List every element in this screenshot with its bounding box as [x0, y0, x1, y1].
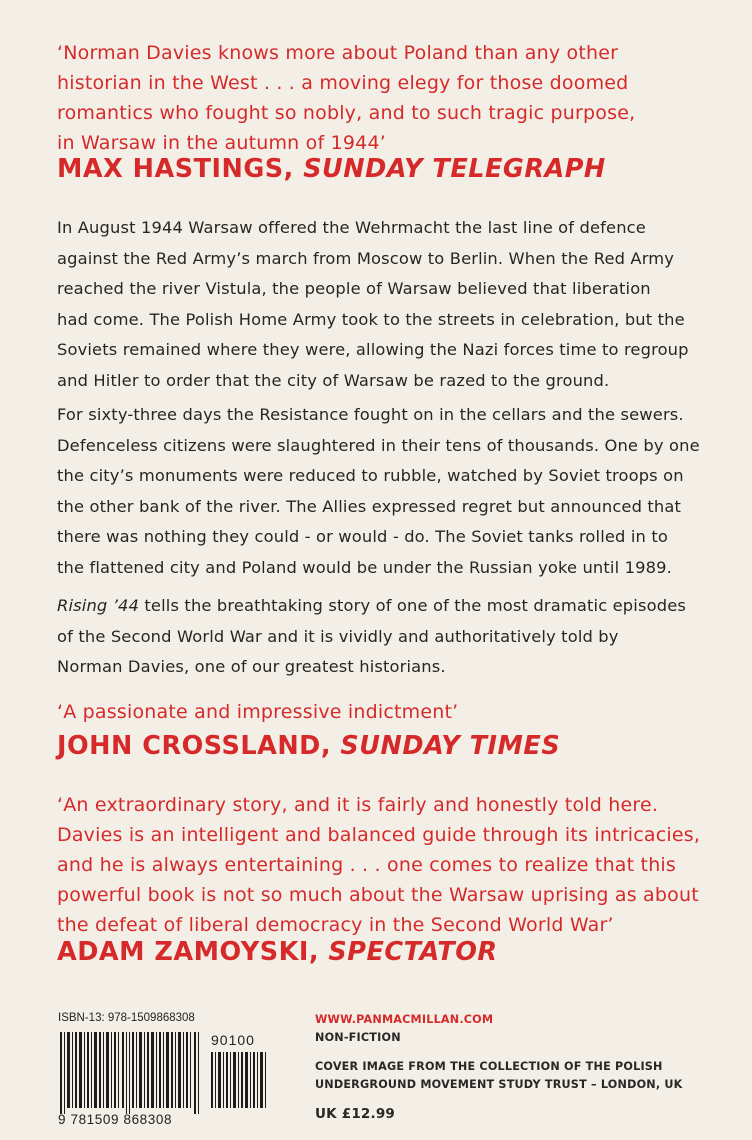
- quote-hastings: [57, 38, 717, 158]
- para-line: had come. The Polish Home Army took to the streets in celebration, but the: [57, 309, 685, 329]
- quote-line: romantics who fought so nobly, and to such tragic purpose,: [57, 102, 636, 124]
- price-code: 90100: [211, 1032, 255, 1048]
- para-line: there was nothing they could - or would - do. The Soviet tanks rolled in to: [57, 527, 668, 546]
- quote-line: powerful book is not so much about the Warsaw uprising as about: [57, 884, 699, 906]
- para-line: Rising ’44 tells the breathtaking story of one of the most dramatic episodes: [57, 596, 686, 615]
- para-line: Soviets remained where they were, allowing the Nazi forces time to regroup: [57, 340, 689, 359]
- barcode-bars-icon: [58, 1032, 203, 1114]
- quote-line: ‘A passionate and impressive indictment’: [57, 701, 459, 723]
- quote-line: Davies is an intelligent and balanced guide through its intricacies,: [57, 824, 701, 846]
- quote-crossland: [57, 697, 717, 727]
- attribution-publication: SUNDAY TIMES: [340, 731, 561, 761]
- price-label: UK £12.99: [315, 1106, 396, 1122]
- para-line: In August 1944 Warsaw offered the Wehrmacht the last line of defence: [57, 218, 646, 237]
- barcode-digits: 9 781509 868308: [58, 1112, 173, 1127]
- quote-zamoyski: [57, 790, 717, 940]
- barcode: [58, 1012, 268, 1130]
- para-line: the flattened city and Poland would be under the Russian yoke until 1989.: [57, 557, 672, 577]
- publisher-website[interactable]: WWW.PANMACMILLAN.COM: [315, 1013, 494, 1026]
- quote-line: the defeat of liberal democracy in the Second World War’: [57, 914, 614, 936]
- attribution-author: MAX HASTINGS,: [57, 154, 304, 184]
- para-line: the other bank of the river. The Allies expressed regret but announced that: [57, 496, 682, 516]
- para-line: reached the river Vistula, the people of Warsaw believed that liberation: [57, 279, 651, 298]
- cover-credit-line-2: UNDERGROUND MOVEMENT STUDY TRUST – LONDON, UK: [315, 1078, 683, 1091]
- blurb-paragraph-2: [57, 400, 727, 583]
- para-line: For sixty-three days the Resistance fought on in the cellars and the sewers.: [57, 405, 684, 424]
- book-title: Rising ’44: [57, 596, 140, 615]
- blurb-paragraph-3: [57, 591, 727, 683]
- para-line: the city’s monuments were reduced to rubble, watched by Soviet troops on: [57, 466, 684, 485]
- para-line: Defenceless citizens were slaughtered in their tens of thousands. One by one: [57, 435, 700, 455]
- category-label: NON-FICTION: [315, 1031, 401, 1044]
- quote-line: and he is always entertaining . . . one comes to realize that this: [57, 854, 677, 876]
- attribution-crossland: [57, 731, 737, 761]
- attribution-publication: SUNDAY TELEGRAPH: [303, 154, 606, 184]
- attribution-zamoyski: [57, 937, 737, 967]
- attribution-publication: SPECTATOR: [328, 937, 498, 967]
- quote-line: ‘Norman Davies knows more about Poland than any other: [57, 42, 619, 64]
- attribution-hastings: [57, 154, 737, 184]
- blurb-paragraph-1: [57, 213, 727, 396]
- para-line: against the Red Army’s march from Moscow to Berlin. When the Red Army: [57, 248, 675, 268]
- quote-line: ‘An extraordinary story, and it is fairly and honestly told here.: [57, 794, 659, 816]
- cover-credit-line-1: COVER IMAGE FROM THE COLLECTION OF THE POLISH: [315, 1060, 663, 1073]
- quote-line: in Warsaw in the autumn of 1944’: [57, 132, 387, 154]
- quote-line: historian in the West . . . a moving elegy for those doomed: [57, 72, 629, 94]
- para-line: and Hitler to order that the city of Warsaw be razed to the ground.: [57, 370, 610, 390]
- para-line: Norman Davies, one of our greatest historians.: [57, 657, 446, 676]
- isbn-label: ISBN-13: 978-1509868308: [58, 1012, 195, 1024]
- attribution-author: ADAM ZAMOYSKI,: [57, 937, 329, 967]
- attribution-author: JOHN CROSSLAND,: [57, 731, 341, 761]
- para-line: of the Second World War and it is vividly and authoritatively told by: [57, 626, 619, 646]
- price-barcode-bars-icon: [211, 1052, 267, 1108]
